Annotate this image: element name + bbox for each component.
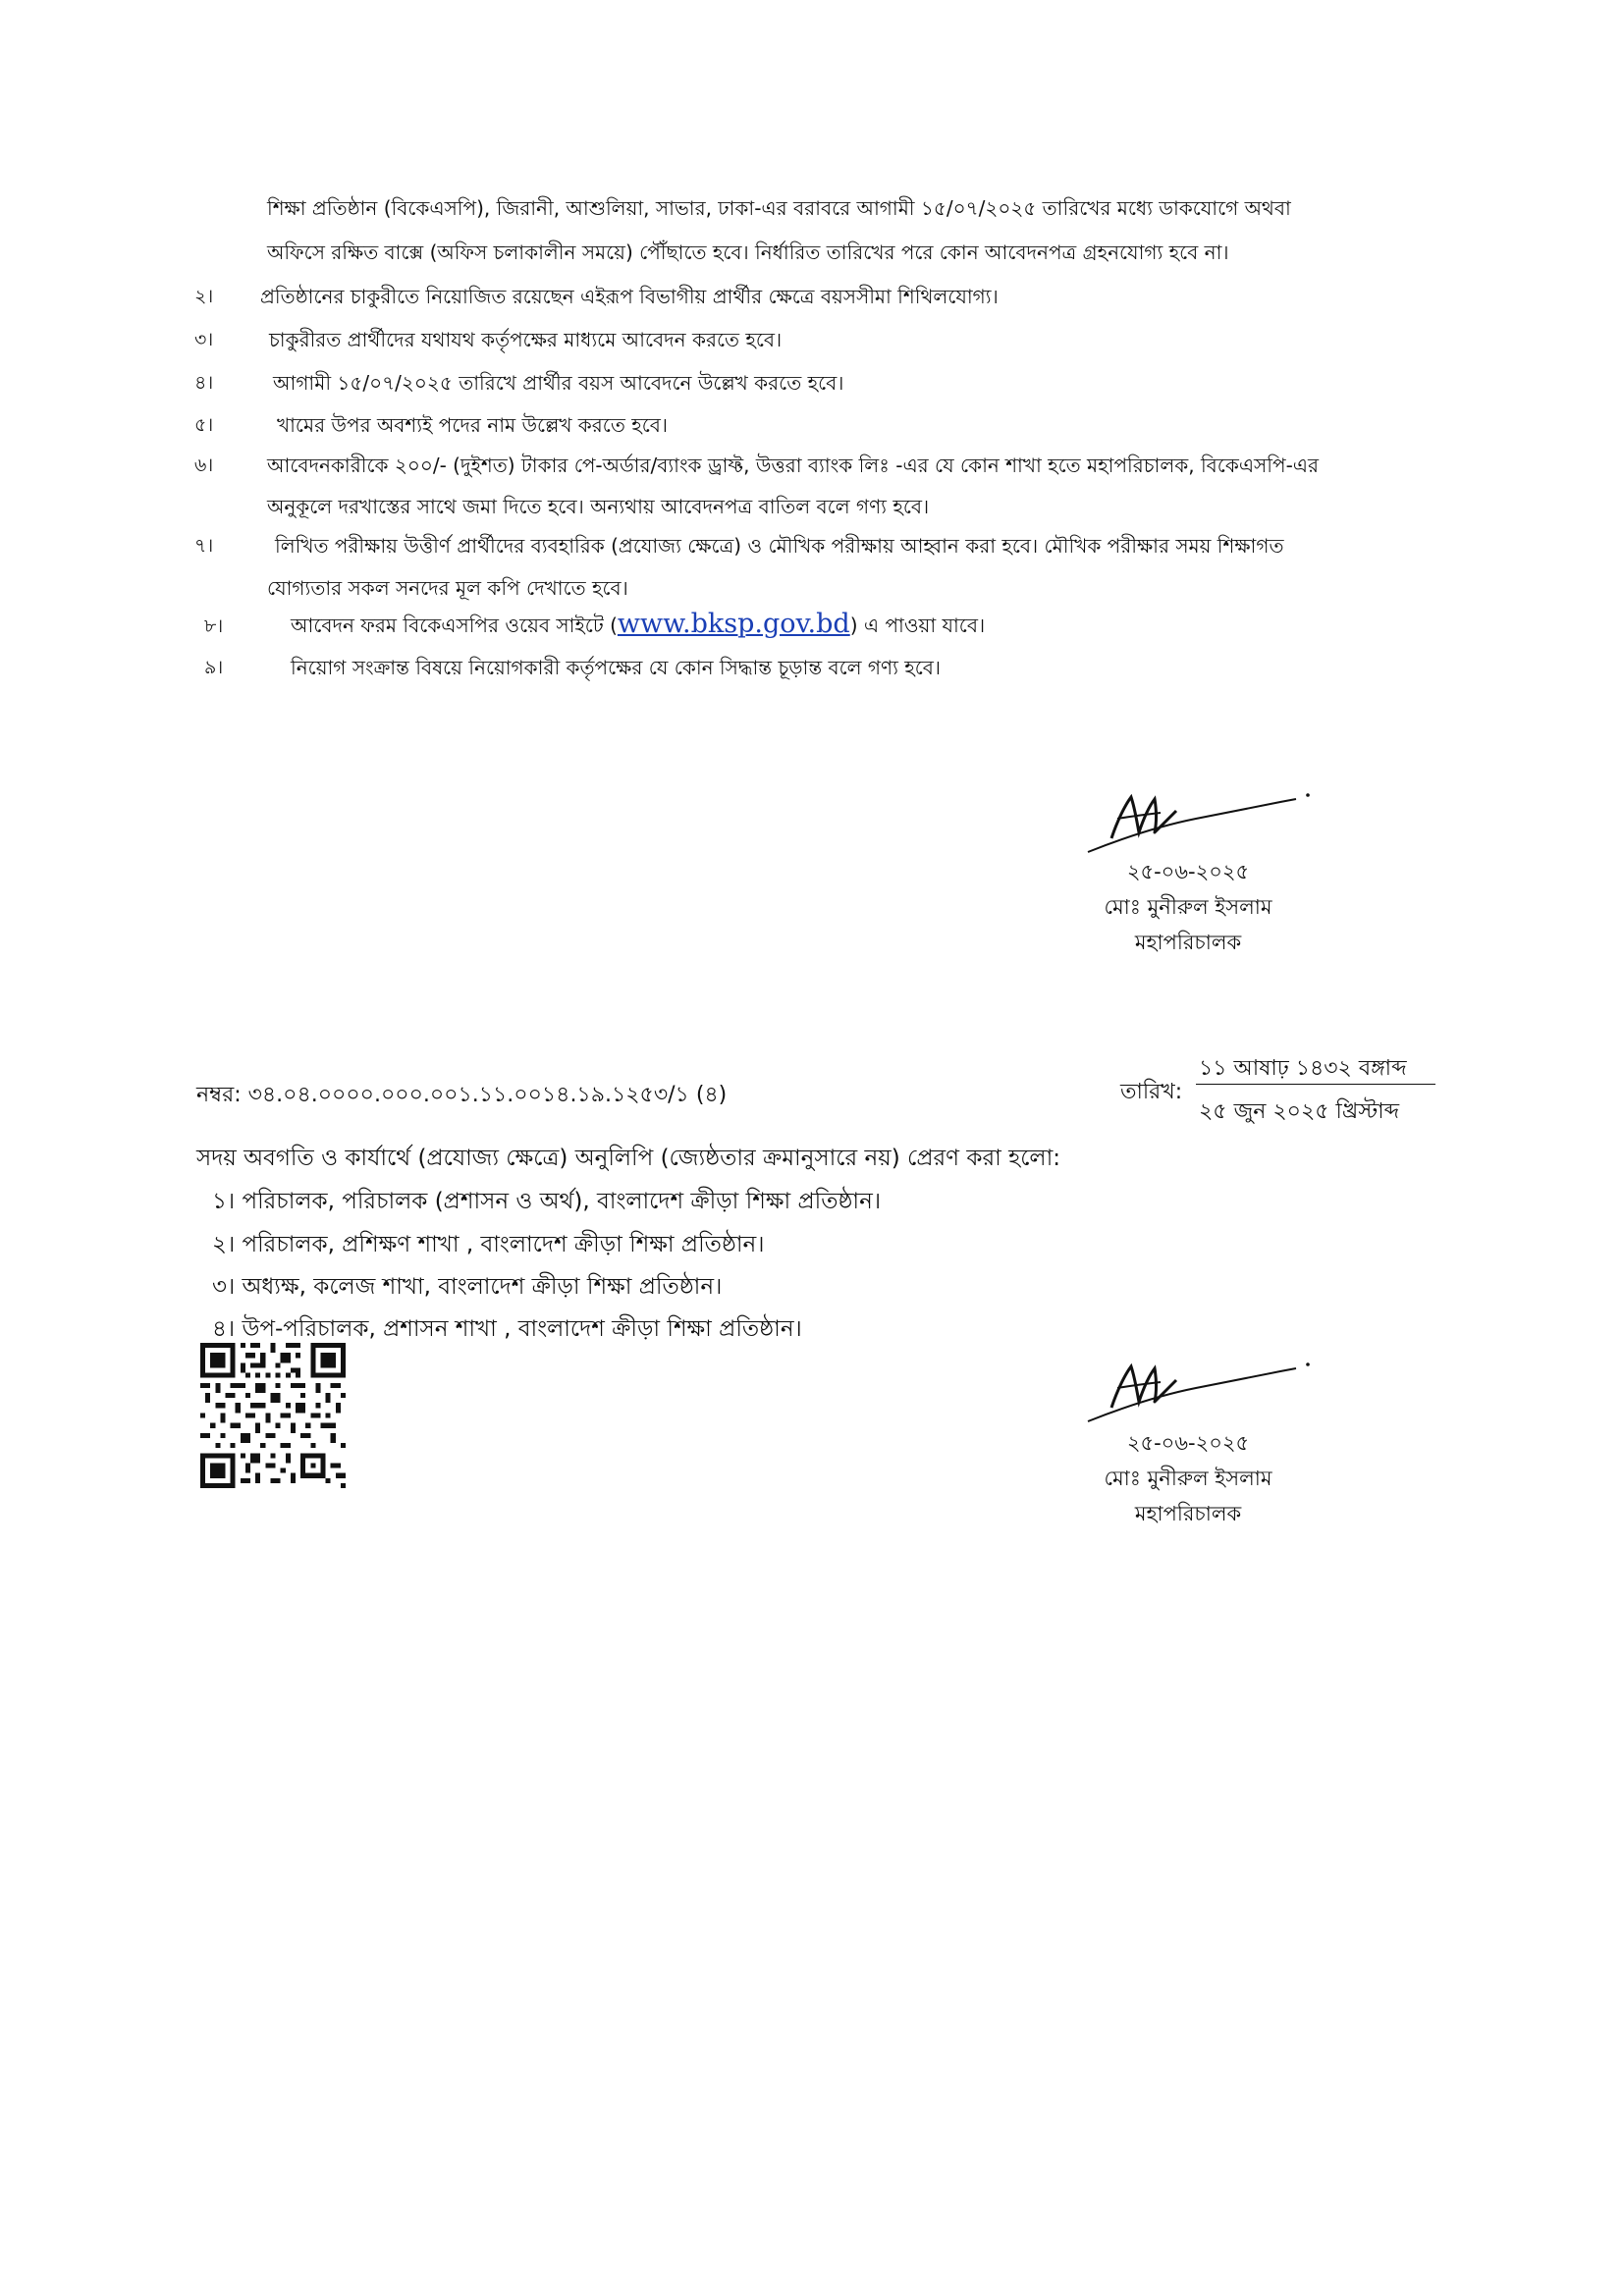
- condition-text: লিখিত পরীক্ষায় উত্তীর্ণ প্রার্থীদের ব্যবহারিক (প্রযোজ্য ক্ষেত্রে) ও মৌখিক পরীক্ষায় আহ্বান করা হবে। মৌখিক পরীক্ষার সময় শিক্ষাগত: [275, 534, 1284, 558]
- condition-number: ৩।: [194, 329, 214, 350]
- condition-number: ২।: [194, 286, 214, 307]
- condition-number: ৮।: [204, 615, 224, 637]
- date-divider: [1196, 1084, 1435, 1085]
- condition-text: আগামী ১৫/০৭/২০২৫ তারিখে প্রার্থীর বয়স আবেদনে উল্লেখ করতে হবে।: [273, 371, 844, 395]
- copy-item: ২। পরিচালক, প্রশিক্ষণ শাখা , বাংলাদেশ ক্রীড়া শিক্ষা প্রতিষ্ঠান।: [212, 1232, 765, 1257]
- signatory-name: মোঃ মুনীরুল ইসলাম: [1104, 1467, 1272, 1490]
- condition-number: ৫।: [194, 414, 214, 436]
- copy-intro: সদয় অবগতি ও কার্যার্থে (প্রযোজ্য ক্ষেত্রে) অনুলিপি (জ্যেষ্ঠতার ক্রমানুসারে নয়) প্রেরণ করা হলো:: [196, 1146, 1060, 1171]
- signatory-designation: মহাপরিচালক: [1134, 931, 1242, 954]
- signature-image: [1078, 775, 1314, 864]
- condition-number: ৬।: [194, 454, 214, 476]
- signature-date: ২৫-০৬-২০২৫: [1126, 1431, 1250, 1455]
- condition-number: ৪।: [194, 372, 214, 394]
- qr-code: [200, 1343, 346, 1488]
- signatory-designation: মহাপরিচালক: [1134, 1502, 1242, 1525]
- condition-text-continued: অনুকূলে দরখাস্তের সাথে জমা দিতে হবে। অন্যথায় আবেদনপত্র বাতিল বলে গণ্য হবে।: [267, 495, 930, 518]
- signature-block-1: [1041, 854, 1335, 960]
- memo-number: নম্বর: ৩৪.০৪.০০০০.০০০.০০১.১১.০০১৪.১৯.১২৫৩/১ (৪): [196, 1083, 728, 1107]
- condition-8-after: ) এ পাওয়া যাবে।: [849, 614, 986, 637]
- signature-block-2: [1041, 1425, 1335, 1531]
- condition-number: ৯।: [204, 657, 224, 678]
- copy-item: ১। পরিচালক, পরিচালক (প্রশাসন ও অর্থ), বাংলাদেশ ক্রীড়া শিক্ষা প্রতিষ্ঠান।: [212, 1189, 882, 1214]
- condition-number: ৭।: [194, 535, 214, 557]
- date-english: ২৫ জুন ২০২৫ খ্রিস্টাব্দ: [1199, 1099, 1400, 1124]
- signature-date: ২৫-০৬-২০২৫: [1126, 860, 1250, 883]
- date-label: তারিখ:: [1120, 1080, 1183, 1104]
- signatory-name: মোঃ মুনীরুল ইসলাম: [1104, 895, 1272, 919]
- condition-text: চাকুরীরত প্রার্থীদের যথাযথ কর্তৃপক্ষের মাধ্যমে আবেদন করতে হবে।: [269, 328, 783, 351]
- condition-text: আবেদনকারীকে ২০০/- (দুইশত) টাকার পে-অর্ডার/ব্যাংক ড্রাফ্ট, উত্তরা ব্যাংক লিঃ -এর যে কোন শাখা হতে মহাপরিচালক, বিকেএসপি-এর: [267, 454, 1319, 477]
- signature-image: [1078, 1345, 1314, 1433]
- condition-8-text: [291, 609, 985, 641]
- copy-item: ৩। অধ্যক্ষ, কলেজ শাখা, বাংলাদেশ ক্রীড়া শিক্ষা প্রতিষ্ঠান।: [212, 1274, 723, 1300]
- intro-line-2: অফিসে রক্ষিত বাক্সে (অফিস চলাকালীন সময়ে) পৌঁছাতে হবে। নির্ধারিত তারিখের পরে কোন আবেদনপত্র গ্রহনযোগ্য হবে না।: [267, 240, 1229, 264]
- website-link[interactable]: www.bksp.gov.bd: [617, 609, 850, 639]
- condition-text: প্রতিষ্ঠানের চাকুরীতে নিয়োজিত রয়েছেন এইরূপ বিভাগীয় প্রার্থীর ক্ষেত্রে বয়সসীমা শিথিলযোগ্য।: [260, 285, 999, 308]
- condition-text-continued: যোগ্যতার সকল সনদের মূল কপি দেখাতে হবে।: [267, 576, 628, 600]
- date-bangla: ১১ আষাঢ় ১৪৩২ বঙ্গাব্দ: [1199, 1056, 1407, 1081]
- condition-text: খামের উপর অবশ্যই পদের নাম উল্লেখ করতে হবে।: [277, 413, 669, 437]
- condition-8-before: আবেদন ফরম বিকেএসপির ওয়েব সাইটে (: [291, 614, 618, 637]
- intro-line-1: শিক্ষা প্রতিষ্ঠান (বিকেএসপি), জিরানী, আশুলিয়া, সাভার, ঢাকা-এর বরাবরে আগামী ১৫/০৭/২০২৫ তারিখের মধ্যে ডাকযোগে অথবা: [267, 196, 1291, 220]
- copy-item: ৪। উপ-পরিচালক, প্রশাসন শাখা , বাংলাদেশ ক্রীড়া শিক্ষা প্রতিষ্ঠান।: [212, 1316, 802, 1342]
- condition-text: নিয়োগ সংক্রান্ত বিষয়ে নিয়োগকারী কর্তৃপক্ষের যে কোন সিদ্ধান্ত চূড়ান্ত বলে গণ্য হবে।: [291, 656, 942, 679]
